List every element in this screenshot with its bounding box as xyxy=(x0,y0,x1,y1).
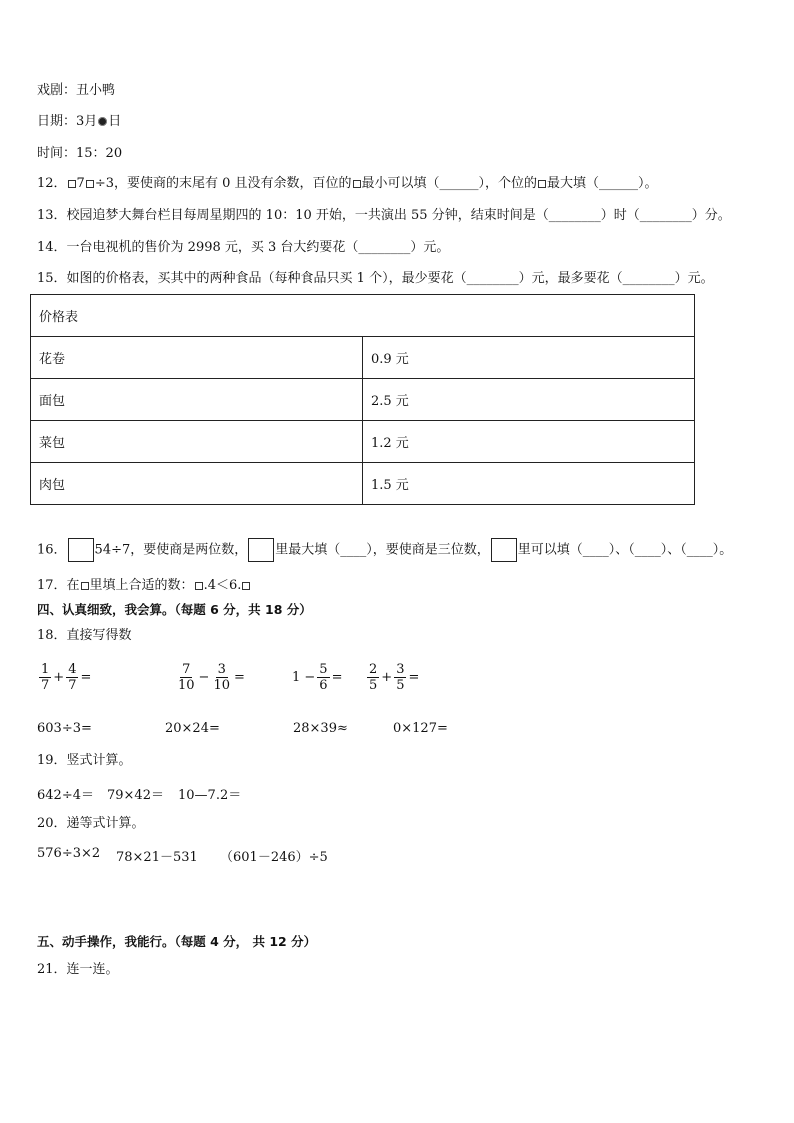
question-19-title: 19．竖式计算。 xyxy=(37,753,132,768)
table-row xyxy=(31,463,695,505)
price-table xyxy=(30,294,695,505)
blank-square-icon xyxy=(68,180,76,188)
date-prefix: 日期：3月 xyxy=(37,114,98,129)
q16-text-b: 里最大填（____），要使商是三位数， xyxy=(275,542,490,558)
equals-sign: = xyxy=(408,670,420,685)
table-cell-item: 花卷 xyxy=(31,337,363,379)
calc-item: 0×127= xyxy=(393,721,448,736)
q17-text-b: 里填上合适的数： xyxy=(89,578,194,593)
q16-text-c: 里可以填（____）、（____）、（____）。 xyxy=(517,542,733,558)
numerator: 3 xyxy=(217,662,226,677)
equals-sign: = xyxy=(234,670,245,685)
fraction xyxy=(317,662,329,693)
denominator: 7 xyxy=(68,678,77,693)
answer-box[interactable] xyxy=(248,538,274,562)
question-12 xyxy=(37,175,658,193)
q12-text-a: 7 xyxy=(76,176,85,191)
denominator: 10 xyxy=(178,678,195,693)
question-21: 21．连一连。 xyxy=(37,962,119,977)
blank-square-icon xyxy=(86,180,94,188)
question-14: 14．一台电视机的售价为 2998 元，买 3 台大约要花（________）元。 xyxy=(37,240,450,255)
fraction xyxy=(394,662,406,693)
calc-item: 20×24= xyxy=(165,721,220,736)
q12-number: 12． xyxy=(37,176,67,191)
table-cell-price: 1.5 元 xyxy=(363,463,695,505)
calc-item: 79×42＝ xyxy=(107,788,164,803)
calc-item: 10—7.2＝ xyxy=(178,788,242,803)
calc-item: 642÷4＝ xyxy=(37,788,94,803)
operator: − xyxy=(198,670,210,685)
denominator: 10 xyxy=(213,678,230,693)
numerator: 2 xyxy=(369,662,378,677)
fraction-expression-4 xyxy=(365,662,419,693)
denominator: 6 xyxy=(319,678,328,693)
calc-item: 78×21－531 xyxy=(116,850,198,865)
blot-icon xyxy=(98,117,107,126)
fraction xyxy=(39,662,51,693)
calc-item: 603÷3= xyxy=(37,721,92,736)
denominator: 5 xyxy=(396,678,405,693)
fraction xyxy=(176,662,197,693)
question-16 xyxy=(37,538,732,562)
price-table-title: 价格表 xyxy=(31,295,695,337)
numerator: 5 xyxy=(319,662,328,677)
leading-term: 1 − xyxy=(292,670,316,685)
calc-item: 28×39≈ xyxy=(293,721,348,736)
table-cell-item: 肉包 xyxy=(31,463,363,505)
table-cell-item: 面包 xyxy=(31,379,363,421)
answer-box[interactable] xyxy=(491,538,517,562)
time-line: 时间：15：20 xyxy=(37,146,123,161)
table-cell-item: 菜包 xyxy=(31,421,363,463)
numerator: 3 xyxy=(396,662,405,677)
equals-sign: = xyxy=(331,670,343,685)
fraction xyxy=(367,662,379,693)
fraction xyxy=(211,662,232,693)
calc-item: （601－246）÷5 xyxy=(220,850,328,865)
date-suffix: 日 xyxy=(108,114,122,129)
table-cell-price: 1.2 元 xyxy=(363,421,695,463)
q12-text-b: ÷3，要使商的末尾有 0 且没有余数，百位的 xyxy=(94,176,352,191)
drama-line: 戏剧：丑小鸭 xyxy=(37,83,116,98)
date-line xyxy=(37,113,121,131)
question-17 xyxy=(37,577,251,595)
question-18-title: 18．直接写得数 xyxy=(37,628,132,643)
section-4-heading: 四、认真细致，我会算。（每题 6 分，共 18 分） xyxy=(37,602,312,617)
fraction xyxy=(66,662,78,693)
blank-square-icon xyxy=(353,180,361,188)
blank-square-icon xyxy=(242,582,250,590)
denominator: 5 xyxy=(369,678,378,693)
q12-text-d: 最大填（______）。 xyxy=(547,176,658,191)
table-cell-price: 0.9 元 xyxy=(363,337,695,379)
blank-square-icon xyxy=(195,582,203,590)
fraction-expression-1 xyxy=(37,662,91,693)
table-row xyxy=(31,337,695,379)
q12-text-c: 最小可以填（______），个位的 xyxy=(361,176,538,191)
fraction-expression-2 xyxy=(174,662,245,693)
equals-sign: = xyxy=(80,670,92,685)
table-row xyxy=(31,379,695,421)
denominator: 7 xyxy=(41,678,50,693)
q17-text-a: 17．在 xyxy=(37,578,80,593)
numerator: 1 xyxy=(41,662,50,677)
section-5-heading: 五、动手操作，我能行。（每题 4 分， 共 12 分） xyxy=(37,934,317,949)
table-row xyxy=(31,421,695,463)
question-15: 15．如图的价格表，买其中的两种食品（每种食品只买 1 个），最少要花（________）元，最多要花（________）元。 xyxy=(37,271,714,286)
numerator: 4 xyxy=(68,662,77,677)
fraction-expression-3 xyxy=(292,662,342,693)
question-13: 13．校园追梦大舞台栏目每周星期四的 10：10 开始，一共演出 55 分钟，结束时间是（________）时（________）分。 xyxy=(37,208,731,223)
numerator: 7 xyxy=(182,662,191,677)
question-20-title: 20．递等式计算。 xyxy=(37,816,145,831)
answer-box[interactable] xyxy=(68,538,94,562)
blank-square-icon xyxy=(538,180,546,188)
q16-number: 16． xyxy=(37,542,67,558)
q17-text-c: .4＜6. xyxy=(203,578,242,593)
calc-item: 576÷3×2 xyxy=(37,846,101,861)
operator: + xyxy=(381,670,393,685)
blank-square-icon xyxy=(81,582,89,590)
q16-text-a: 54÷7，要使商是两位数， xyxy=(94,542,248,558)
table-cell-price: 2.5 元 xyxy=(363,379,695,421)
operator: + xyxy=(53,670,65,685)
